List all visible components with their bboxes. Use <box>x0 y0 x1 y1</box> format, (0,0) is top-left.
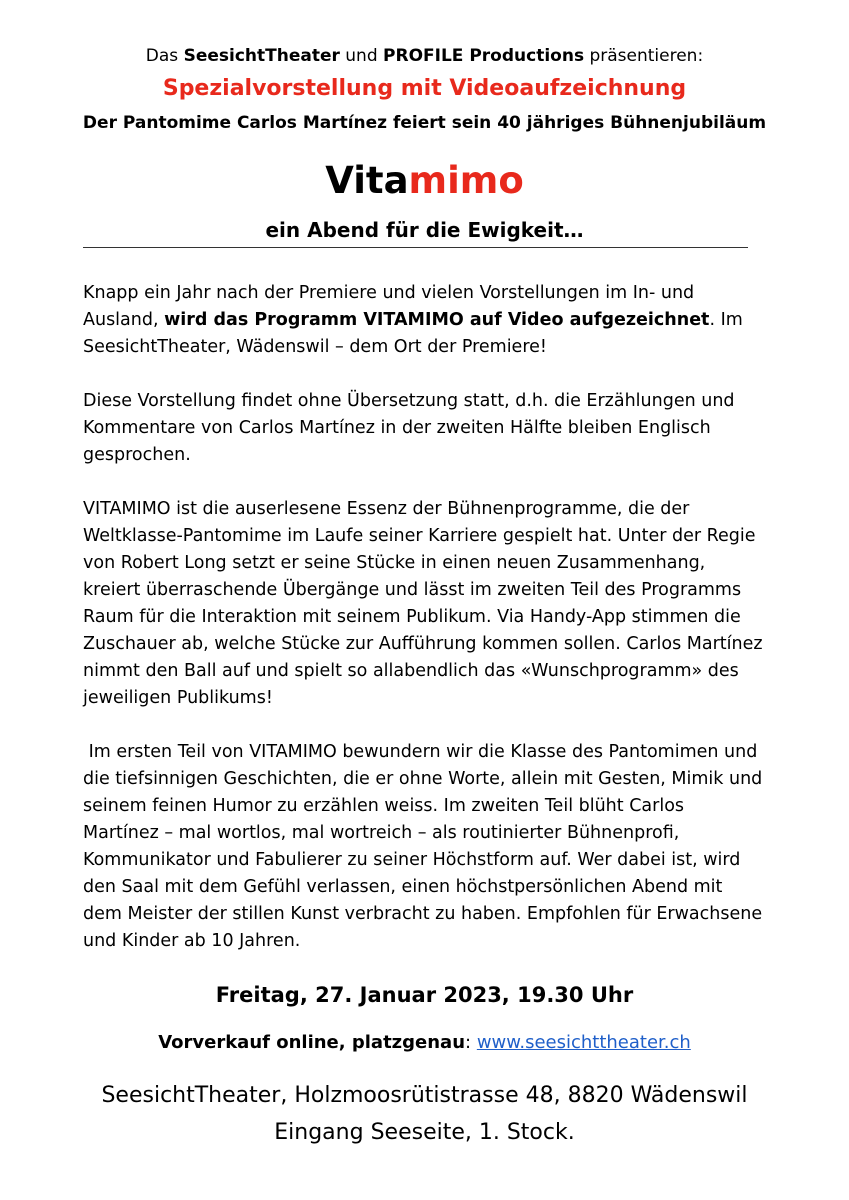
paragraph-1-text-b: . Im SeesichtTheater, Wädenswil – dem Ort der Premiere! <box>83 310 743 357</box>
body-text <box>83 280 768 982</box>
paragraph-1-emphasis: wird das Programm VITAMIMO auf Video aufgezeichnet <box>164 310 710 330</box>
venue-entrance: Eingang Seeseite, 1. Stock. <box>274 1120 575 1145</box>
presale-line <box>0 1029 849 1057</box>
title-part-vita: Vita <box>325 159 409 202</box>
subtitle: Spezialvorstellung mit Videoaufzeichnung <box>162 76 687 101</box>
presale-label: Vorverkauf online, platzgenau <box>158 1032 466 1053</box>
page-title <box>0 156 849 206</box>
secondary-tagline: ein Abend für die Ewigkeit… <box>265 218 584 242</box>
paragraph-3: VITAMIMO ist die auserlesene Essenz der Bühnenprogramme, die der Weltklasse-Pantomime im Laufe seiner Karriere gespielt hat. Unter der Regie von Robert Long setzt er seine Stücke in einen neuen Zusammenhang, kreiert überraschende Übergänge und lässt im zweiten Teil des Programms Raum für die Interaktion mit seinem Publikum. Via Handy-App stimmen die Zuschauer ab, welche Stücke zur Aufführung kommen sollen. Carlos Martínez nimmt den Ball auf und spielt so allabendlich das «Wunschprogramm» des jeweiligen Publikums! <box>83 499 763 708</box>
venue-address: SeesichtTheater, Holzmoosrütistrasse 48, 8820 Wädenswil <box>101 1083 748 1108</box>
paragraph-4: Im ersten Teil von VITAMIMO bewundern wir die Klasse des Pantomimen und die tiefsinnigen Geschichten, die er ohne Worte, allein mit Gesten, Mimik und seinem feinen Humor zu erzählen weiss. Im zweiten Teil blüht Carlos Martínez – mal wortlos, mal wortreich – als routinierter Bühnenprofi, Kommunikator und Fabulierer zu seiner Höchstform auf. Wer dabei ist, wird den Saal mit dem Gefühl verlassen, einen höchstpersönlichen Abend mit dem Meister der stillen Kunst verbracht zu haben. Empfohlen für Erwachsene und Kinder ab 10 Jahren. <box>83 742 768 951</box>
title-part-mimo: mimo <box>408 159 524 202</box>
intro-prefix: Das <box>145 46 184 66</box>
paragraph-1-text-a: Knapp ein Jahr nach der Premiere und vielen Vorstellungen im In- und Ausland, <box>83 283 695 330</box>
tagline: Der Pantomime Carlos Martínez feiert sein 40 jähriges Bühnenjubiläum <box>82 113 767 133</box>
paragraph-1 <box>83 280 763 361</box>
intro-suffix: präsentieren: <box>584 46 704 66</box>
paragraph-2: Diese Vorstellung findet ohne Übersetzung statt, d.h. die Erzählungen und Kommentare von Carlos Martínez in der zweiten Hälfte bleiben Englisch gesprochen. <box>83 391 735 465</box>
presale-link[interactable]: www.seesichttheater.ch <box>476 1032 691 1053</box>
intro-line <box>0 44 849 68</box>
intro-mid: und <box>339 46 384 66</box>
presenter-seesicht: SeesichtTheater <box>183 46 340 66</box>
event-date: Freitag, 27. Januar 2023, 19.30 Uhr <box>215 983 634 1007</box>
divider <box>83 247 748 248</box>
presale-colon: : <box>465 1032 477 1053</box>
presenter-profile: PROFILE Productions <box>383 46 585 66</box>
